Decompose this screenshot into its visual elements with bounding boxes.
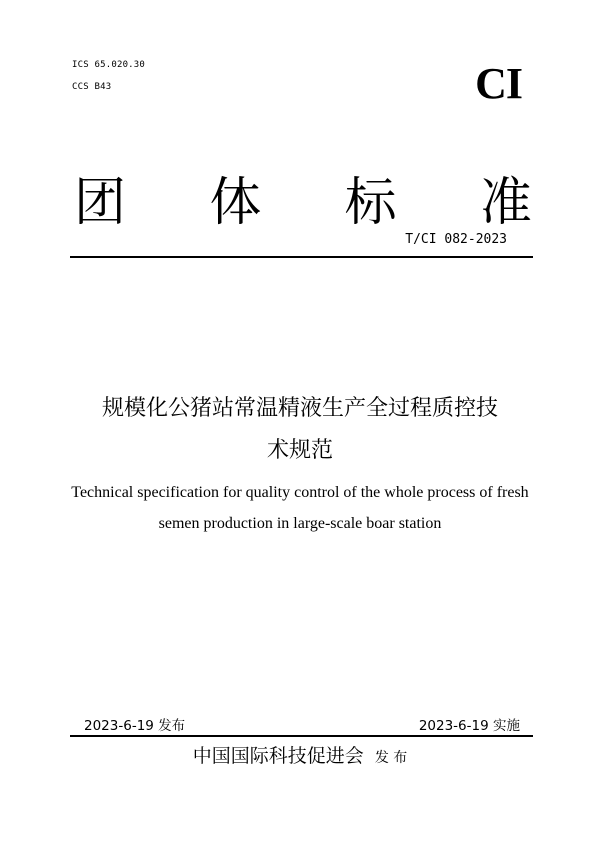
publisher-name: 中国国际科技促进会 xyxy=(192,745,364,767)
standard-code: T/CI 082-2023 xyxy=(405,232,507,247)
ics-code: ICS 65.020.30 xyxy=(72,60,146,70)
publish-date: 2023-6-19 发布 xyxy=(84,718,186,734)
title-char-1: 团 xyxy=(73,173,126,233)
title-char-3: 标 xyxy=(344,173,397,233)
ci-logo: CI xyxy=(475,59,522,108)
ccs-code: CCS B43 xyxy=(72,82,112,92)
document-type-title xyxy=(68,160,538,235)
bottom-divider xyxy=(70,735,533,737)
chinese-title-line-1: 规模化公猪站常温精液生产全过程质控技 xyxy=(101,396,498,421)
title-char-2: 体 xyxy=(209,173,262,233)
publisher xyxy=(0,741,600,768)
publisher-suffix: 发 布 xyxy=(374,750,408,766)
chinese-title-line-2: 术规范 xyxy=(266,438,333,463)
english-title-line-2: semen production in large-scale boar station xyxy=(158,515,442,532)
english-title-line-1: Technical specification for quality control of the whole process of fresh xyxy=(71,484,529,501)
implement-date: 2023-6-19 实施 xyxy=(418,718,520,734)
top-divider xyxy=(70,256,533,258)
title-char-4: 准 xyxy=(479,173,532,233)
